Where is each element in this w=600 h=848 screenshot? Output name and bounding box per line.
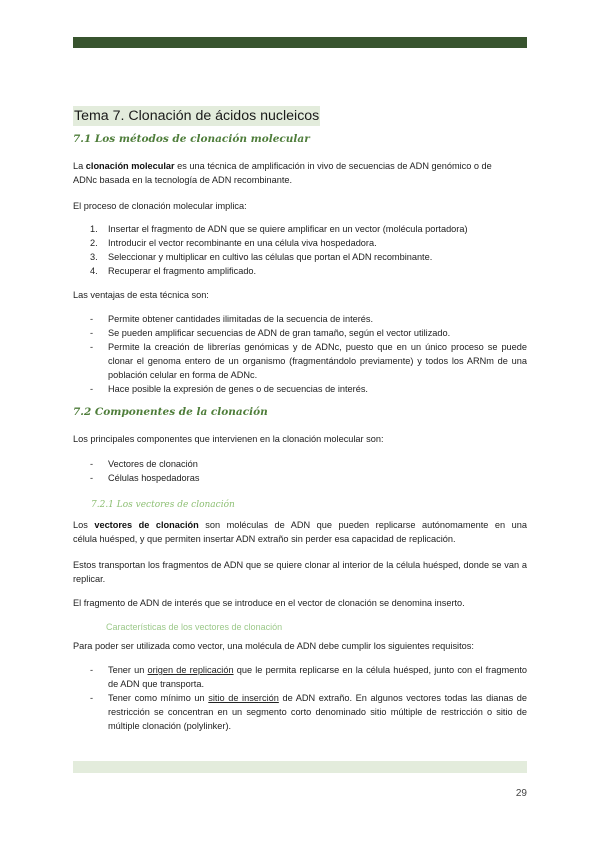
bullet-dash: - — [90, 459, 94, 469]
footer-bar — [73, 761, 527, 773]
req-pre: Tener como mínimo un — [108, 693, 209, 703]
bullet-dash: - — [90, 473, 94, 483]
intro-bold-term: clonación molecular — [85, 161, 175, 171]
page-number: 29 — [515, 788, 527, 799]
list-item — [73, 236, 527, 250]
bullet-dash: - — [90, 665, 94, 675]
list-item — [73, 312, 527, 326]
list-number: 2. — [90, 238, 98, 248]
list-item — [73, 340, 527, 382]
advantages-intro: Las ventajas de esta técnica son: — [73, 290, 209, 300]
list-item — [73, 663, 527, 691]
req-term-origin: origen de replicación — [147, 665, 234, 675]
req-post: que le permita replicarse en la célula huésped, junto con el fragmento de ADN que transporta. — [108, 665, 527, 689]
bullet-dash: - — [90, 693, 94, 703]
vectors-bold-term: vectores de clonación — [94, 520, 199, 530]
list-text: Hace posible la expresión de genes o de secuencias de interés. — [108, 384, 368, 394]
intro-line-1 — [73, 159, 527, 173]
list-text: Células hospedadoras — [108, 473, 200, 483]
list-text: Permite obtener cantidades ilimitadas de la secuencia de interés. — [108, 314, 374, 324]
req-post: de ADN extraño. En algunos vectores todas las dianas de restricción se concentran en un segmento corto denominado sitio múltiple de restricción o sitio de múltiple clonación (polylinker). — [108, 693, 527, 731]
section-heading-7-1: 7.1 Los métodos de clonación molecular — [73, 133, 310, 145]
requirements-list — [73, 663, 527, 733]
bullet-dash: - — [90, 314, 94, 324]
list-text: Permite la creación de librerías genómicas y de ADNc, puesto que en un único proceso se puede clonar el genoma entero de un organismo (fragmentándolo previamente) y todos los ARNm de una población celular en forma de ADNc. — [108, 342, 527, 380]
list-text: Recuperar el fragmento amplificado. — [108, 266, 257, 276]
insert-paragraph: El fragmento de ADN de interés que se introduce en el vector de clonación se denomina inserto. — [73, 598, 465, 608]
vectors-line-2: célula huésped, y que permiten insertar ADN extraño sin perder esa capacidad de replicación. — [73, 534, 456, 544]
list-item — [73, 250, 527, 264]
intro-post: es una técnica de amplificación in vivo de secuencias de ADN genómico o de — [174, 161, 492, 171]
characteristics-heading: Características de los vectores de clonación — [106, 622, 283, 632]
list-item — [73, 382, 527, 396]
list-text: Insertar el fragmento de ADN que se quiere amplificar en un vector (molécula portadora) — [108, 224, 468, 234]
chapter-title: Tema 7. Clonación de ácidos nucleicos — [74, 107, 320, 124]
process-steps — [73, 222, 527, 278]
list-number: 3. — [90, 252, 98, 262]
req-pre: Tener un — [108, 665, 148, 675]
req-term-insertion-site: sitio de inserción — [208, 693, 279, 703]
transport-paragraph: Estos transportan los fragmentos de ADN que se quiere clonar al interior de la célula huésped, donde se van a replicar. — [73, 560, 527, 584]
vectors-line-1 — [73, 518, 527, 532]
list-number: 4. — [90, 266, 98, 276]
advantages-list — [73, 312, 527, 396]
subsection-heading-7-2-1: 7.2.1 Los vectores de clonación — [91, 500, 235, 510]
list-text: Seleccionar y multiplicar en cultivo las células que portan el ADN recombinante. — [108, 252, 433, 262]
section-heading-7-2: 7.2 Componentes de la clonación — [73, 406, 268, 418]
bullet-dash: - — [90, 384, 94, 394]
intro-line-2: ADNc basada en la tecnología de ADN recombinante. — [73, 175, 293, 185]
vectors-post: son moléculas de ADN que pueden replicarse autónomamente en una — [198, 520, 527, 530]
list-item — [73, 691, 527, 733]
process-intro: El proceso de clonación molecular implica: — [73, 201, 247, 211]
bullet-dash: - — [90, 328, 94, 338]
list-text: Se pueden amplificar secuencias de ADN de gran tamaño, según el vector utilizado. — [108, 328, 451, 338]
list-item — [73, 457, 527, 471]
list-item — [73, 222, 527, 236]
components-intro: Los principales componentes que intervienen en la clonación molecular son: — [73, 434, 384, 444]
list-item — [73, 326, 527, 340]
list-text: Introducir el vector recombinante en una célula viva hospedadora. — [108, 238, 377, 248]
requirements-intro: Para poder ser utilizada como vector, una molécula de ADN debe cumplir los siguientes requisitos: — [73, 641, 474, 651]
intro-paragraph — [73, 159, 527, 187]
vectors-paragraph — [73, 518, 527, 546]
list-number: 1. — [90, 224, 98, 234]
list-item — [73, 264, 527, 278]
vectors-pre: Los — [73, 520, 95, 530]
header-bar — [73, 37, 527, 48]
intro-pre: La — [73, 161, 86, 171]
bullet-dash: - — [90, 342, 94, 352]
components-list — [73, 457, 527, 485]
list-text: Vectores de clonación — [108, 459, 198, 469]
list-item — [73, 471, 527, 485]
